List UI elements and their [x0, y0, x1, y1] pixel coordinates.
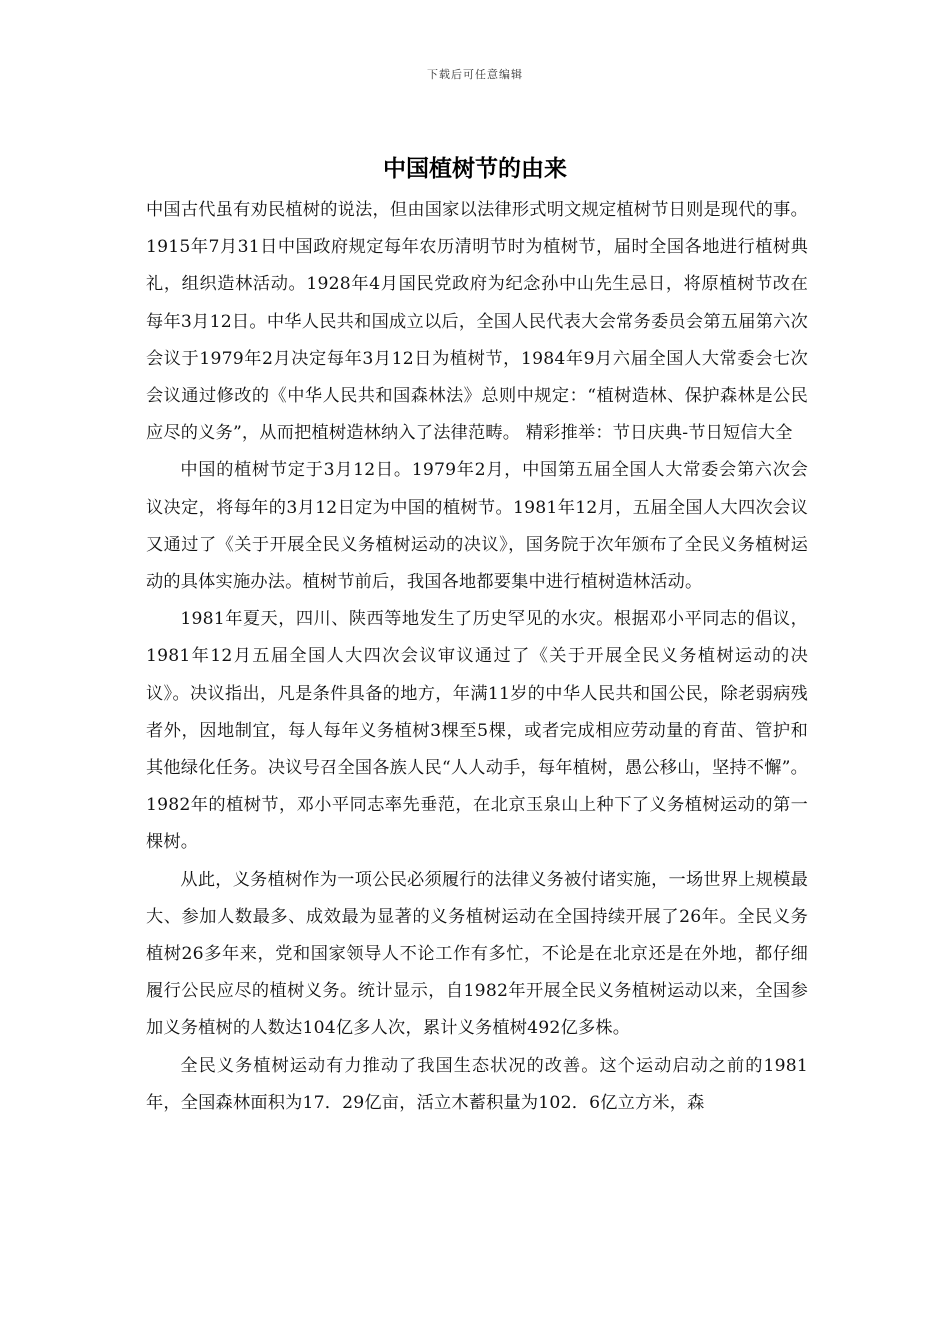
header-note: 下载后可任意编辑: [427, 68, 523, 81]
paragraph-1: 中国古代虽有劝民植树的说法，但由国家以法律形式明文规定植树节日则是现代的事。1915年7月31日中国政府规定每年农历清明节时为植树节，届时全国各地进行植树典礼，组织造林活动。1928年4月国民党政府为纪念孙中山先生忌日，将原植树节改在每年3月12日。中华人民共和国成立以后，全国人民代表大会常务委员会第五届第六次会议于1979年2月决定每年3月12日为植树节，1984年9月六届全国人大常委会七次会议通过修改的《中华人民共和国森林法》总则中规定：“植树造林、保护森林是公民应尽的义务”，从而把植树造林纳入了法律范畴。 精彩推举：节日庆典-节日短信大全: [146, 200, 808, 444]
document-body: [146, 192, 808, 1122]
document-title: 中国植树节的由来: [383, 156, 567, 182]
paragraph-4: 从此，义务植树作为一项公民必须履行的法律义务被付诸实施，一场世界上规模最大、参加人数最多、成效最为显著的义务植树运动在全国持续开展了26年。全民义务植树26多年来，党和国家领导人不论工作有多忙，不论是在北京还是在外地，都仔细履行公民应尽的植树义务。统计显示，自1982年开展全民义务植树运动以来，全国参加义务植树的人数达104亿多人次，累计义务植树492亿多株。: [146, 869, 808, 1039]
paragraph-2: 中国的植树节定于3月12日。1979年2月，中国第五届全国人大常委会第六次会议决定，将每年的3月12日定为中国的植树节。1981年12月，五届全国人大四次会议又通过了《关于开展全民义务植树运动的决议》，国务院于次年颁布了全民义务植树运动的具体实施办法。植树节前后，我国各地都要集中进行植树造林活动。: [146, 460, 808, 593]
paragraph-3: 1981年夏天，四川、陕西等地发生了历史罕见的水灾。根据邓小平同志的倡议，1981年12月五届全国人大四次会议审议通过了《关于开展全民义务植树运动的决议》。决议指出，凡是条件具备的地方，年满11岁的中华人民共和国公民，除老弱病残者外，因地制宜，每人每年义务植树3棵至5棵，或者完成相应劳动量的育苗、管护和其他绿化任务。决议号召全国各族人民“人人动手，每年植树，愚公移山，坚持不懈”。1982年的植树节，邓小平同志率先垂范，在北京玉泉山上种下了义务植树运动的第一棵树。: [146, 609, 808, 853]
paragraph-5: 全民义务植树运动有力推动了我国生态状况的改善。这个运动启动之前的1981年，全国森林面积为17．29亿亩，活立木蓄积量为102．6亿立方米，森: [146, 1055, 808, 1113]
